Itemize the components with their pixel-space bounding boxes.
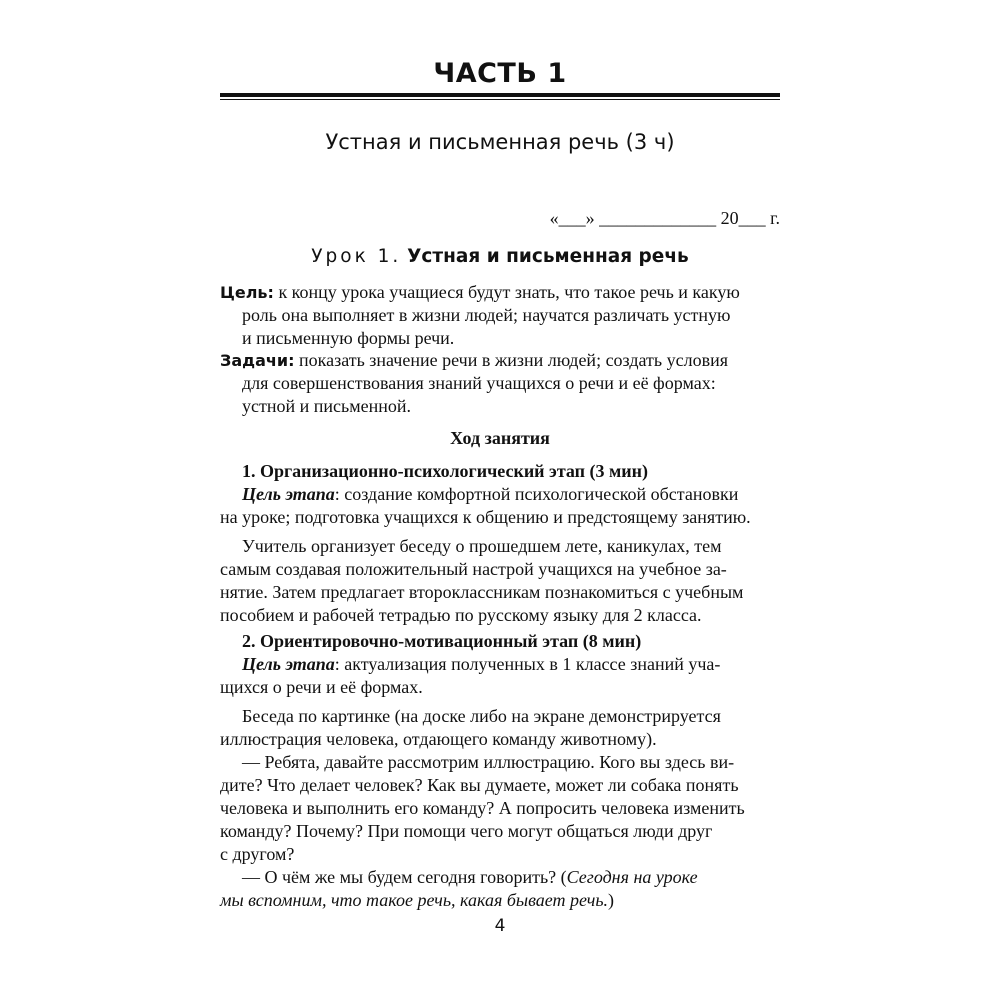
stage2-block <box>220 630 780 912</box>
stage2-para2-line: команду? Почему? При помощи чего могут общаться люди друг <box>220 821 713 841</box>
stage2-goal-label: Цель этапа <box>242 654 335 674</box>
date-line: «___» _____________ 20___ г. <box>549 208 780 228</box>
part-title: ЧАСТЬ 1 <box>433 58 567 89</box>
stage2-para2-line: — Ребята, давайте рассмотрим иллюстрацию. Кого вы здесь ви- <box>242 752 735 772</box>
lesson-title <box>220 246 780 267</box>
title-rule-thin <box>220 99 780 100</box>
stage1-para-line: Учитель организует беседу о прошедшем лете, каникулах, тем <box>242 536 722 556</box>
tasks-line: устной и письменной. <box>242 396 411 416</box>
stage1-para-line: самым создавая положительный настрой учащихся на учебное за- <box>220 559 727 579</box>
stage2-para1-line: Беседа по картинке (на доске либо на экране демонстрируется <box>242 706 721 726</box>
stage1-goal-label: Цель этапа <box>242 484 335 504</box>
goal-line: и письменную формы речи. <box>242 328 455 348</box>
stage2-heading: 2. Ориентировочно-мотивационный этап (8 мин) <box>242 631 642 651</box>
tasks-line: для совершенствования знаний учащихся о речи и её формах: <box>242 373 716 393</box>
tasks-block <box>220 349 780 418</box>
stage1-goal-line: : создание комфортной психологической обстановки <box>334 484 739 504</box>
tasks-label: Задачи: <box>220 351 295 370</box>
stage1-heading: 1. Организационно-психологический этап (3 мин) <box>242 461 649 481</box>
section-title: Устная и письменная речь (3 ч) <box>325 130 675 154</box>
stage2-para3-start: — О чём же мы будем сегодня говорить? ( <box>242 867 567 887</box>
title-rule-thick <box>220 93 780 97</box>
stage2-para2-line: с другом? <box>220 844 295 864</box>
stage2-para2-line: дите? Что делает человек? Как вы думаете, может ли собака понять <box>220 775 739 795</box>
tasks-line: показать значение речи в жизни людей; создать условия <box>298 350 728 370</box>
stage2-goal-line: : актуализация полученных в 1 классе знаний уча- <box>334 654 721 674</box>
stage1-goal-line: на уроке; подготовка учащихся к общению и предстоящему занятию. <box>220 507 751 527</box>
goal-line: к концу урока учащиеся будут знать, что такое речь и какую <box>278 282 740 302</box>
goal-line: роль она выполняет в жизни людей; научатся различать устную <box>242 305 731 325</box>
stage1-block <box>220 460 780 627</box>
goal-label: Цель: <box>220 283 274 302</box>
lesson-prefix: Урок 1. <box>311 246 402 267</box>
stage2-para2-line: человека и выполнить его команду? А попросить человека изменить <box>220 798 745 818</box>
lesson-name: Устная и письменная речь <box>407 246 689 267</box>
stage1-para-line: пособием и рабочей тетрадью по русскому языку для 2 класса. <box>220 605 702 625</box>
stage2-para3-italic: мы вспомним, что такое речь, какая бывает речь. <box>220 890 609 910</box>
stage2-para1-line: иллюстрация человека, отдающего команду животному). <box>220 729 657 749</box>
goal-block <box>220 281 780 350</box>
stage2-goal-line: щихся о речи и её формах. <box>220 677 423 697</box>
course-heading: Ход занятия <box>450 428 550 448</box>
page-number: 4 <box>494 916 506 936</box>
stage2-para3-italic: Сегодня на уроке <box>566 867 698 887</box>
stage1-para-line: нятие. Затем предлагает второклассникам познакомиться с учебным <box>220 582 744 602</box>
stage2-para3-end: ) <box>608 890 615 910</box>
